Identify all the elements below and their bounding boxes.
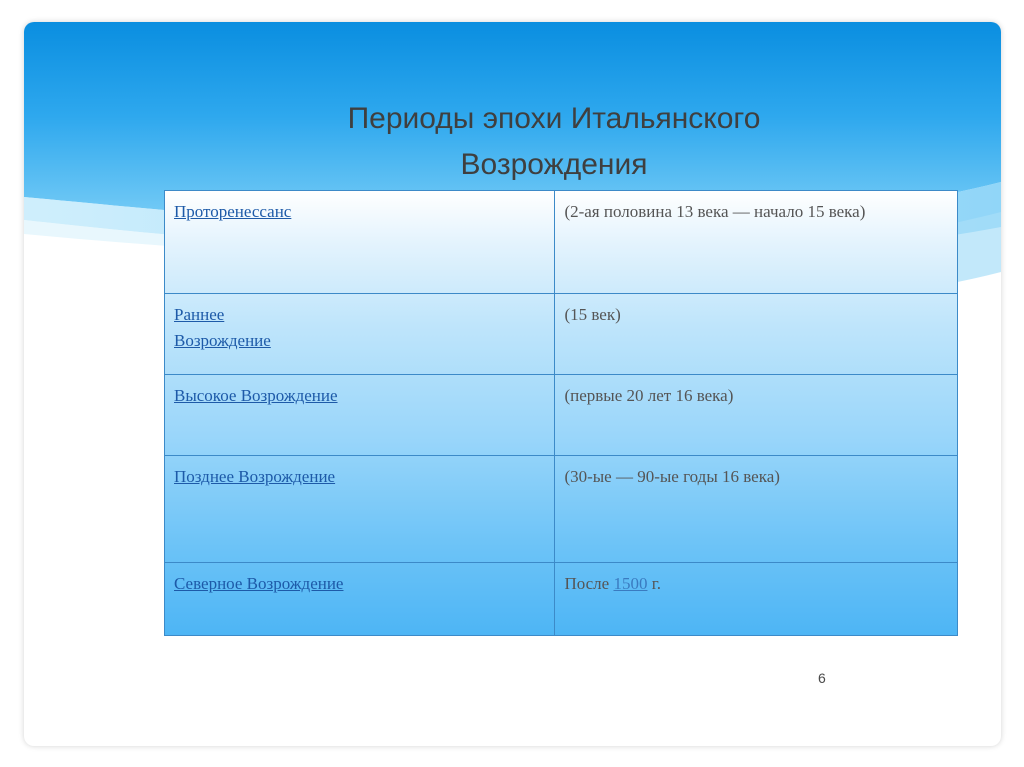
table-row bbox=[165, 375, 958, 456]
period-link-high-renaissance[interactable]: Высокое Возрождение bbox=[174, 386, 338, 405]
dates-cell: (30-ые — 90-ые годы 16 века) bbox=[555, 456, 958, 563]
dates-suffix: г. bbox=[647, 574, 662, 593]
table-row bbox=[165, 456, 958, 563]
dates-prefix: После bbox=[564, 574, 614, 593]
table-row bbox=[165, 191, 958, 294]
slide bbox=[24, 22, 1001, 746]
period-link-northern-renaissance[interactable]: Северное Возрождение bbox=[174, 574, 344, 593]
period-cell bbox=[165, 294, 555, 375]
slide-title-line-2: Возрождения bbox=[460, 148, 648, 181]
period-link-late-renaissance[interactable]: Позднее Возрождение bbox=[174, 467, 336, 486]
table-row bbox=[165, 563, 958, 636]
year-link-1500[interactable]: 1500 bbox=[613, 574, 648, 593]
periods-table bbox=[164, 190, 958, 636]
period-cell bbox=[165, 456, 555, 563]
dates-cell: (2-ая половина 13 века — начало 15 века) bbox=[555, 191, 958, 294]
dates-cell bbox=[555, 563, 958, 636]
period-cell bbox=[165, 191, 555, 294]
period-link-early-renaissance-line-1[interactable]: Раннее bbox=[174, 305, 225, 324]
slide-title bbox=[324, 96, 784, 188]
dates-cell: (15 век) bbox=[555, 294, 958, 375]
page-number: 6 bbox=[818, 670, 826, 686]
period-cell bbox=[165, 563, 555, 636]
table-row bbox=[165, 294, 958, 375]
period-link-early-renaissance-line-2[interactable]: Возрождение bbox=[174, 331, 271, 350]
slide-title-line-1: Периоды эпохи Итальянского bbox=[347, 102, 761, 135]
period-link-protorenaissance[interactable]: Проторенессанс bbox=[174, 202, 292, 221]
dates-cell: (первые 20 лет 16 века) bbox=[555, 375, 958, 456]
period-cell bbox=[165, 375, 555, 456]
